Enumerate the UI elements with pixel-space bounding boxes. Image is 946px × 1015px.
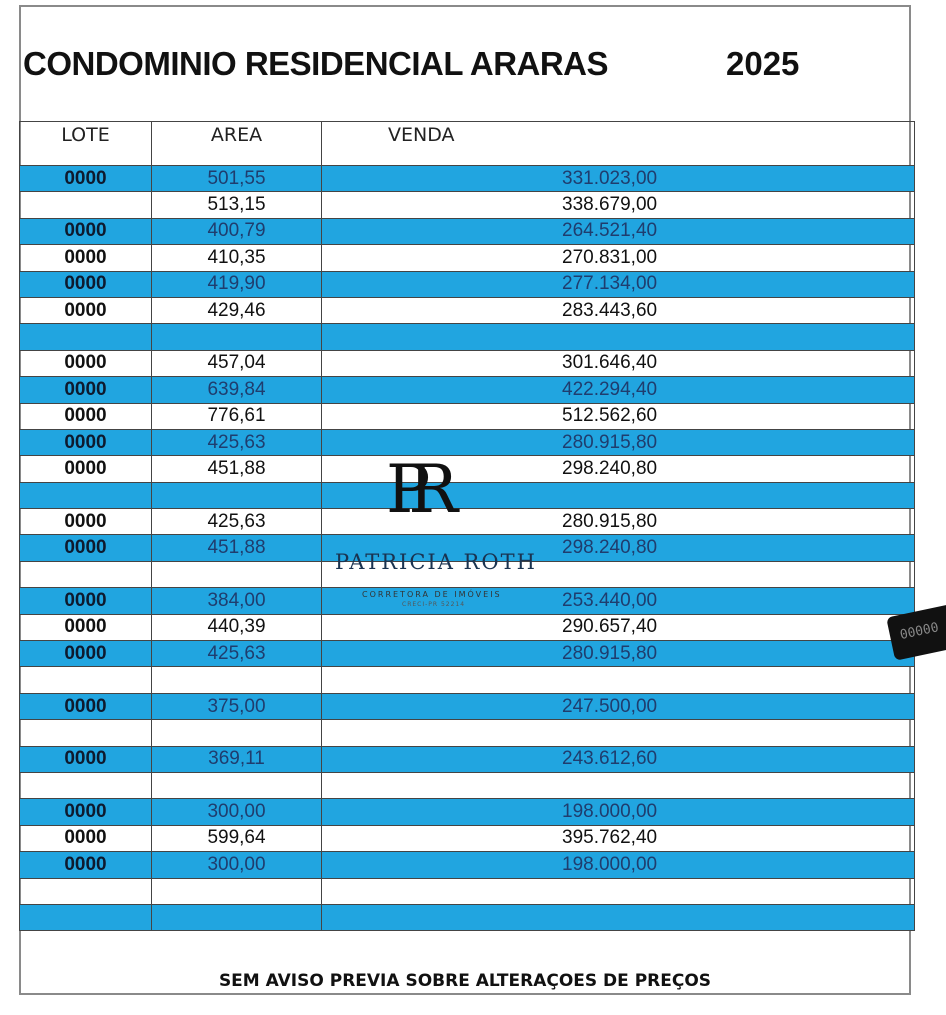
table-row	[20, 825, 915, 851]
table-row	[20, 482, 915, 508]
cell-lote: 0000	[20, 509, 152, 535]
cell-lote: 0000	[20, 297, 152, 323]
table-row	[20, 720, 915, 746]
cell-area: 419,90	[152, 271, 322, 297]
cell-venda	[322, 482, 915, 508]
table-header-row	[20, 122, 915, 166]
cell-lote	[20, 192, 152, 218]
cell-area	[152, 720, 322, 746]
table-row	[20, 614, 915, 640]
table-row	[20, 350, 915, 376]
year-label: 2025	[726, 45, 800, 82]
cell-area: 400,79	[152, 218, 322, 244]
table-row	[20, 297, 915, 323]
cell-area	[152, 667, 322, 693]
cell-area: 457,04	[152, 350, 322, 376]
table-row	[20, 561, 915, 587]
cell-lote: 0000	[20, 350, 152, 376]
table-row	[20, 192, 915, 218]
cell-venda: 253.440,00	[322, 588, 915, 614]
tag-label: 00000	[898, 620, 941, 644]
cell-area: 451,88	[152, 535, 322, 561]
table-row	[20, 271, 915, 297]
cell-venda: 280.915,80	[322, 429, 915, 455]
cell-venda: 395.762,40	[322, 825, 915, 851]
cell-area: 513,15	[152, 192, 322, 218]
cell-lote: 0000	[20, 852, 152, 878]
watermark-creci: CRECI-PR 52214	[402, 601, 466, 608]
cell-venda: 277.134,00	[322, 271, 915, 297]
cell-area: 776,61	[152, 403, 322, 429]
cell-area: 410,35	[152, 245, 322, 271]
cell-lote: 0000	[20, 429, 152, 455]
cell-area: 639,84	[152, 377, 322, 403]
cell-venda: 243.612,60	[322, 746, 915, 772]
table-row	[20, 166, 915, 192]
cell-area: 440,39	[152, 614, 322, 640]
table-row	[20, 588, 915, 614]
cell-venda: 298.240,80	[322, 535, 915, 561]
cell-lote	[20, 878, 152, 904]
cell-lote	[20, 904, 152, 930]
table-row	[20, 535, 915, 561]
cell-area: 369,11	[152, 746, 322, 772]
cell-venda	[322, 772, 915, 798]
table-row	[20, 324, 915, 350]
cell-area: 501,55	[152, 166, 322, 192]
cell-venda	[322, 904, 915, 930]
cell-lote: 0000	[20, 799, 152, 825]
cell-lote: 0000	[20, 271, 152, 297]
column-header-area: AREA	[152, 122, 322, 166]
cell-venda: 301.646,40	[322, 350, 915, 376]
cell-lote: 0000	[20, 245, 152, 271]
cell-area: 300,00	[152, 852, 322, 878]
cell-venda	[322, 324, 915, 350]
cell-area: 425,63	[152, 429, 322, 455]
page-title: CONDOMINIO RESIDENCIAL ARARAS	[23, 45, 609, 82]
cell-lote	[20, 561, 152, 587]
table-row	[20, 693, 915, 719]
price-notice: SEM AVISO PREVIA SOBRE ALTERAÇOES DE PREÇOS	[218, 971, 712, 991]
cell-area: 384,00	[152, 588, 322, 614]
cell-venda	[322, 878, 915, 904]
cell-venda: 283.443,60	[322, 297, 915, 323]
cell-lote: 0000	[20, 377, 152, 403]
cell-venda: 198.000,00	[322, 852, 915, 878]
table-row	[20, 429, 915, 455]
cell-lote	[20, 772, 152, 798]
cell-area	[152, 772, 322, 798]
cell-lote: 0000	[20, 535, 152, 561]
cell-area: 300,00	[152, 799, 322, 825]
cell-venda: 198.000,00	[322, 799, 915, 825]
cell-area	[152, 561, 322, 587]
table-row	[20, 667, 915, 693]
cell-venda: 331.023,00	[322, 166, 915, 192]
table-row	[20, 904, 915, 930]
cell-venda: 280.915,80	[322, 641, 915, 667]
cell-venda: 512.562,60	[322, 403, 915, 429]
cell-lote: 0000	[20, 641, 152, 667]
price-table-body	[20, 122, 915, 931]
table-row	[20, 403, 915, 429]
cell-area: 425,63	[152, 641, 322, 667]
watermark-subtitle: CORRETORA DE IMÓVEIS	[362, 590, 502, 599]
cell-area: 425,63	[152, 509, 322, 535]
table-row	[20, 218, 915, 244]
table-row	[20, 772, 915, 798]
cell-venda	[322, 667, 915, 693]
table-row	[20, 746, 915, 772]
cell-venda: 247.500,00	[322, 693, 915, 719]
title-row	[21, 7, 909, 122]
cell-lote: 0000	[20, 614, 152, 640]
price-table	[19, 121, 915, 931]
column-header-lote: LOTE	[20, 122, 152, 166]
column-header-venda: VENDA	[322, 122, 915, 166]
table-row	[20, 245, 915, 271]
cell-venda: 270.831,00	[322, 245, 915, 271]
table-row	[20, 799, 915, 825]
cell-area	[152, 324, 322, 350]
table-row	[20, 878, 915, 904]
cell-lote	[20, 667, 152, 693]
monogram-logo: PR	[386, 451, 437, 528]
cell-venda	[322, 720, 915, 746]
table-row	[20, 641, 915, 667]
cell-venda: 298.240,80	[322, 456, 915, 482]
cell-area: 599,64	[152, 825, 322, 851]
cell-area	[152, 904, 322, 930]
cell-lote: 0000	[20, 746, 152, 772]
cell-venda: 280.915,80	[322, 509, 915, 535]
table-row	[20, 852, 915, 878]
cell-lote: 0000	[20, 456, 152, 482]
cell-area: 429,46	[152, 297, 322, 323]
cell-venda: 422.294,40	[322, 377, 915, 403]
cell-lote: 0000	[20, 218, 152, 244]
cell-lote: 0000	[20, 825, 152, 851]
table-row	[20, 456, 915, 482]
cell-venda: 264.521,40	[322, 218, 915, 244]
cell-area	[152, 878, 322, 904]
cell-lote	[20, 482, 152, 508]
cell-venda: 338.679,00	[322, 192, 915, 218]
cell-venda: 290.657,40	[322, 614, 915, 640]
cell-area: 375,00	[152, 693, 322, 719]
cell-lote: 0000	[20, 588, 152, 614]
table-row	[20, 509, 915, 535]
table-row	[20, 377, 915, 403]
cell-lote	[20, 720, 152, 746]
cell-lote: 0000	[20, 693, 152, 719]
cell-area: 451,88	[152, 456, 322, 482]
watermark-name: PATRICIA ROTH	[335, 550, 537, 574]
cell-lote	[20, 324, 152, 350]
cell-venda	[322, 561, 915, 587]
cell-lote: 0000	[20, 403, 152, 429]
cell-area	[152, 482, 322, 508]
cell-lote: 0000	[20, 166, 152, 192]
